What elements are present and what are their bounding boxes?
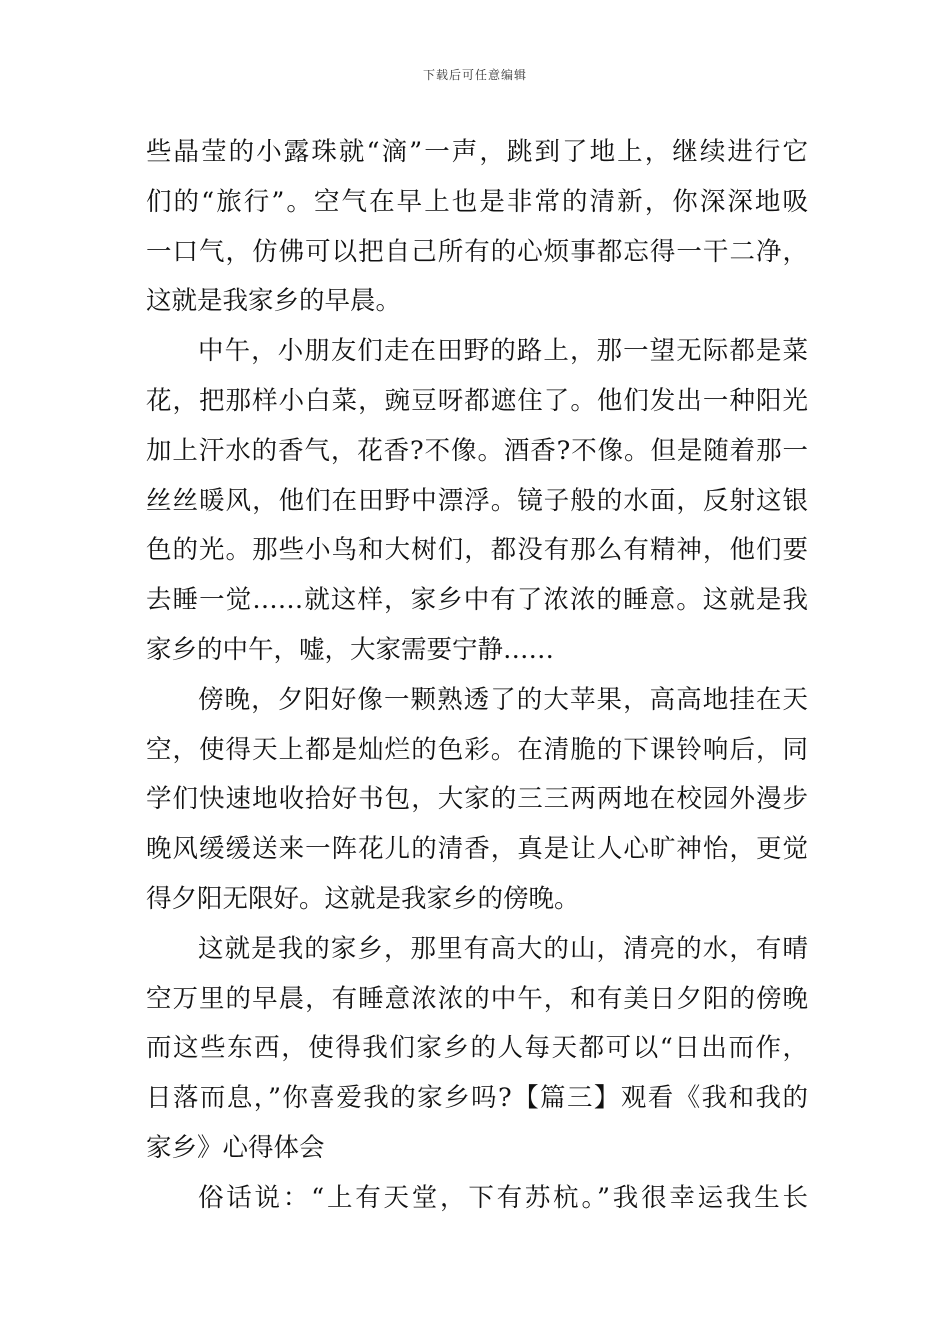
- text-line: 而这些东西，使得我们家乡的人每天都可以“日出而作，: [146, 1033, 808, 1064]
- text-line: 傍晚，夕阳好像一颗熟透了的大苹果，高高地挂在天: [198, 684, 808, 715]
- text-line: 丝丝暖风，他们在田野中漂浮。镜子般的水面，反射这银: [146, 485, 808, 516]
- text-line: 花，把那样小白菜，豌豆呀都遮住了。他们发出一种阳光: [146, 385, 808, 416]
- text-line: 家乡》心得体会: [146, 1132, 325, 1163]
- text-line: 日落而息，”你喜爱我的家乡吗?【篇三】观看《我和我的: [146, 1083, 808, 1114]
- text-line: 家乡的中午，嘘，大家需要宁静……: [146, 634, 555, 665]
- text-line: 得夕阳无限好。这就是我家乡的傍晚。: [146, 883, 580, 914]
- text-line: 空万里的早晨，有睡意浓浓的中午，和有美日夕阳的傍晚: [146, 983, 808, 1014]
- page-header: 下载后可任意编辑: [422, 68, 527, 82]
- text-line: 这就是我家乡的早晨。: [146, 286, 402, 317]
- text-line: 色的光。那些小鸟和大树们，都没有那么有精神，他们要: [146, 535, 808, 566]
- text-line: 这就是我的家乡，那里有高大的山，清亮的水，有晴: [198, 933, 808, 964]
- text-line: 中午，小朋友们走在田野的路上，那一望无际都是菜: [198, 336, 808, 367]
- text-line: 空，使得天上都是灿烂的色彩。在清脆的下课铃响后，同: [146, 734, 808, 765]
- text-line: 们的“旅行”。空气在早上也是非常的清新，你深深地吸: [146, 186, 808, 217]
- text-line: 一口气，仿佛可以把自己所有的心烦事都忘得一干二净，: [146, 236, 808, 267]
- text-line: 加上汗水的香气，花香?不像。酒香?不像。但是随着那一: [146, 435, 808, 466]
- text-line: 些晶莹的小露珠就“滴”一声，跳到了地上，继续进行它: [146, 137, 808, 167]
- text-line: 晚风缓缓送来一阵花儿的清香，真是让人心旷神怡，更觉: [146, 834, 808, 865]
- text-line: 学们快速地收拾好书包，大家的三三两两地在校园外漫步: [146, 784, 808, 815]
- text-line: 俗话说：“上有天堂，下有苏杭。”我很幸运我生长: [198, 1182, 808, 1213]
- document-body: [146, 128, 808, 1224]
- text-line: 去睡一觉……就这样，家乡中有了浓浓的睡意。这就是我: [146, 585, 808, 616]
